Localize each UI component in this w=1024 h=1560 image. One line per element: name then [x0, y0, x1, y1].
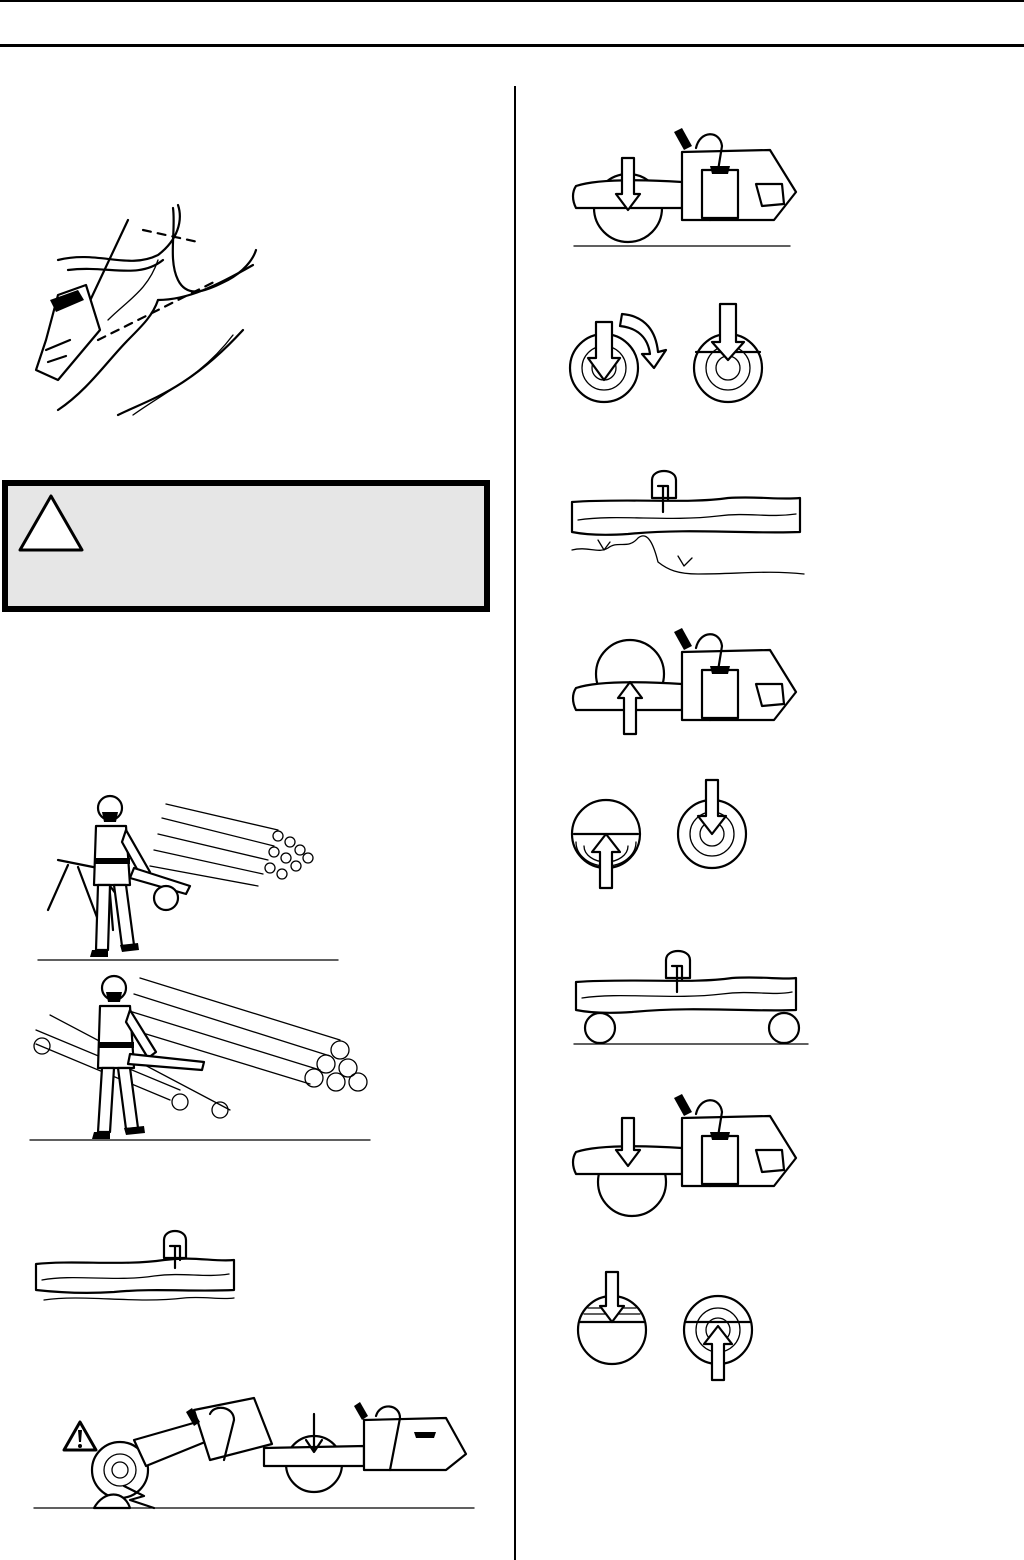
warning-triangle-icon	[16, 492, 86, 554]
log-on-ground-icon	[34, 1230, 244, 1310]
operator-sawhorse-icon	[38, 790, 338, 965]
log-cut-sequence-icon	[566, 778, 756, 892]
log-two-supports-icon	[572, 948, 812, 1048]
underside-cut-icon	[570, 628, 810, 738]
chainsaw-cutting-branch-icon	[28, 200, 268, 420]
kickback-comparison-icon	[34, 1400, 474, 1520]
log-cut-sequence-2-icon	[566, 1268, 766, 1384]
column-divider	[514, 86, 516, 1560]
top-rule	[0, 0, 1024, 2]
top-cut-supported-icon	[570, 1094, 810, 1224]
log-supported-one-end-icon	[568, 470, 808, 580]
warning-box	[2, 480, 490, 612]
log-rotate-icon	[566, 302, 776, 412]
top-cut-icon	[570, 128, 810, 258]
operator-log-pile-icon	[30, 970, 370, 1145]
header-rule	[0, 44, 1024, 47]
